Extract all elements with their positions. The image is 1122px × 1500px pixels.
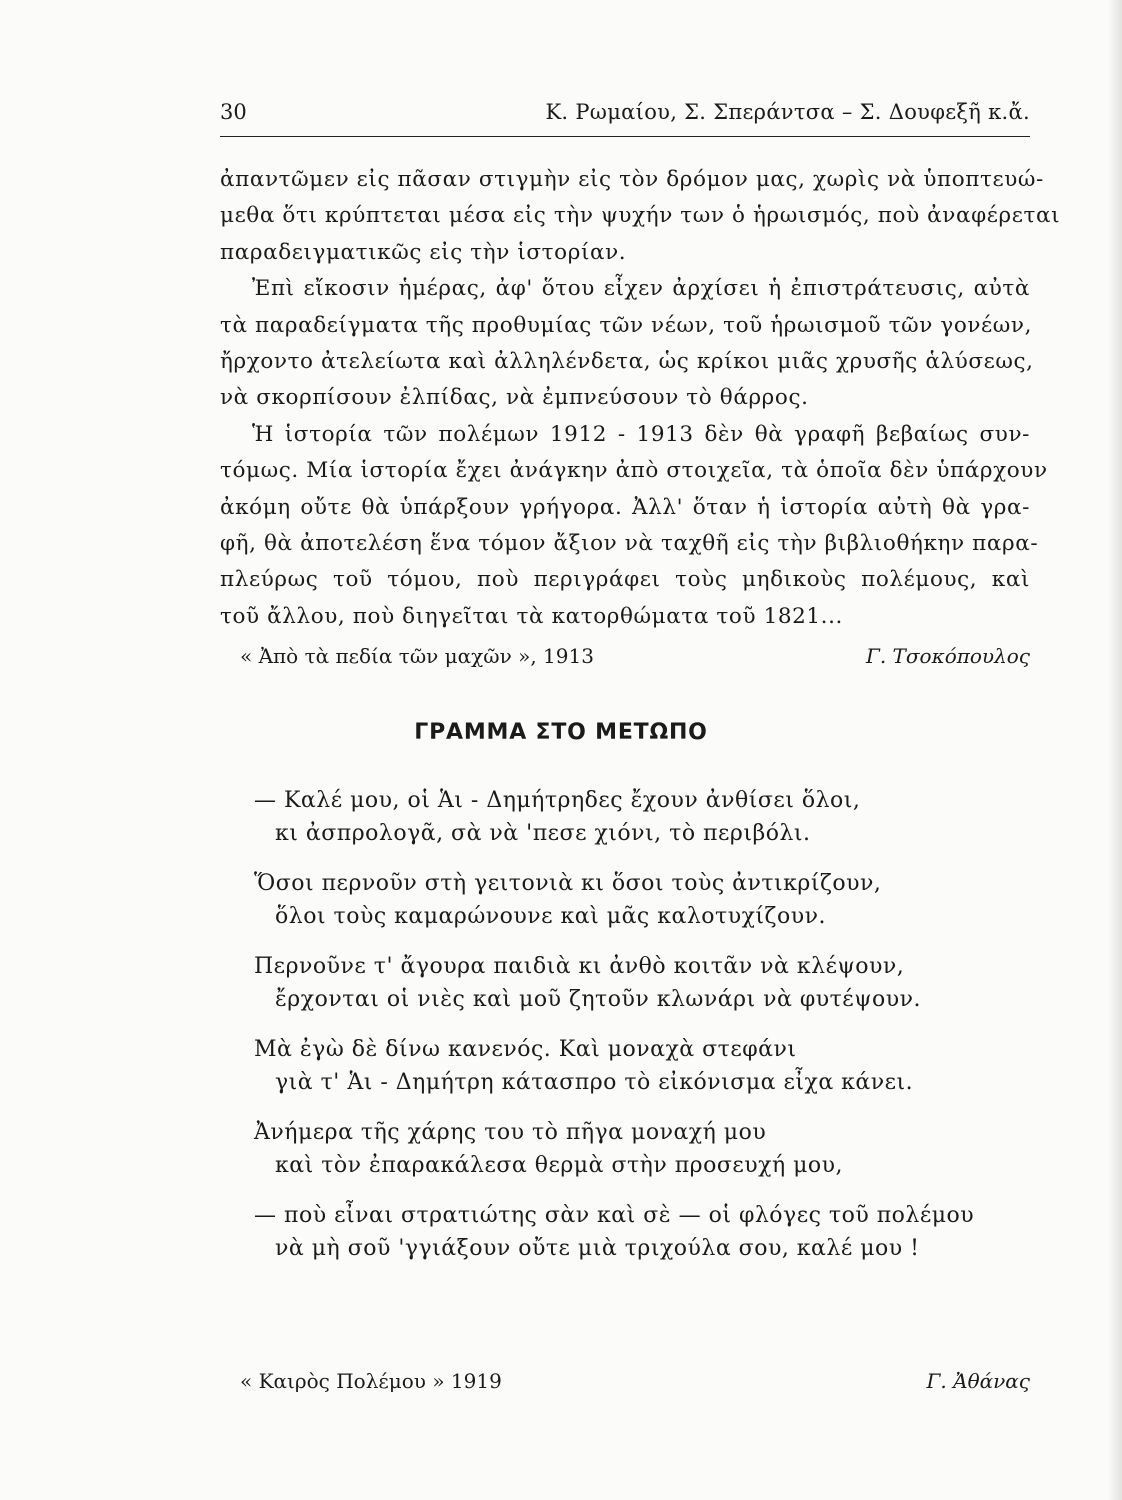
prose-line: τοῦ ἄλλου, ποὺ διηγεῖται τὰ κατορθώματα τοῦ 1821...	[220, 603, 843, 629]
poem-body	[250, 785, 1040, 1283]
poem-stanza	[250, 868, 1040, 933]
poem-verse: κι ἀσπρολογᾶ, σὰ νὰ 'πεσε χιόνι, τὸ περιβόλι.	[275, 820, 811, 846]
poem-verse: γιὰ τ' Ἁι - Δημήτρη κάτασπρο τὸ εἰκόνισμα εἶχα κάνει.	[275, 1069, 914, 1095]
poem-stanza	[250, 785, 1040, 850]
poem-stanza	[250, 951, 1040, 1016]
poem-title: ΓΡΑΜΜΑ ΣΤΟ ΜΕΤΩΠΟ	[414, 720, 708, 745]
prose-line: πλεύρως τοῦ τόμου, ποὺ περιγράφει τοὺς μηδικοὺς πολέμους, καὶ	[220, 567, 1030, 593]
source-author: Γ. Ἀθάνας	[926, 1369, 1030, 1393]
poem-verse: ἔρχονται οἱ νιὲς καὶ μοῦ ζητοῦν κλωνάρι νὰ φυτέψουν.	[275, 986, 921, 1012]
page-edge-shadow	[1108, 0, 1122, 1500]
poem-verse: νὰ μὴ σοῦ 'γγιάξουν οὔτε μιὰ τριχούλα σου, καλέ μου !	[275, 1235, 920, 1261]
source-title: « Ἀπὸ τὰ πεδία τῶν μαχῶν », 1913	[240, 644, 594, 668]
poem-verse: Ἀνήμερα τῆς χάρης του τὸ πῆγα μοναχή μου	[254, 1120, 767, 1145]
poem-verse: — Καλέ μου, οἱ Ἁι - Δημήτρηδες ἔχουν ἀνθίσει ὅλοι,	[254, 788, 861, 813]
prose-line: Ἐπὶ εἴκοσιν ἡμέρας, ἀφ' ὅτου εἶχεν ἀρχίσει ἡ ἐπιστράτευσις, αὐτὰ	[252, 276, 1030, 302]
prose-line: φῆ, θὰ ἀποτελέση ἕνα τόμον ἄξιον νὰ ταχθῆ εἰς τὴν βιβλιοθήκην παρα-	[220, 530, 1039, 556]
prose-line: ἤρχοντο ἀτελείωτα καὶ ἀλληλένδετα, ὡς κρίκοι μιᾶς χρυσῆς ἁλύσεως,	[220, 348, 1034, 374]
prose-line: ἀπαντῶμεν εἰς πᾶσαν στιγμὴν εἰς τὸν δρόμον μας, χωρὶς νὰ ὑποπτευώ-	[220, 167, 1044, 192]
poem-verse: Μὰ ἐγὼ δὲ δίνω κανενός. Καὶ μοναχὰ στεφάνι	[254, 1037, 797, 1062]
prose-line: Ἡ ἱστορία τῶν πολέμων 1912 - 1913 δὲν θὰ γραφῆ βεβαίως συν-	[252, 421, 1030, 447]
poem-verse: — ποὺ εἶναι στρατιώτης σὰν καὶ σὲ — οἱ φλόγες τοῦ πολέμου	[254, 1203, 975, 1228]
source-author: Γ. Τσοκόπουλος	[865, 644, 1030, 668]
prose-line: μεθα ὅτι κρύπτεται μέσα εἰς τὴν ψυχήν των ὁ ἡρωισμός, ποὺ ἀναφέρεται	[220, 203, 1061, 229]
poem-stanza	[250, 1117, 1040, 1182]
poem-source-citation	[240, 1366, 1030, 1396]
prose-line: παραδειγματικῶς εἰς τὴν ἱστορίαν.	[220, 239, 627, 265]
poem-verse: ὅλοι τοὺς καμαρώνουνε καὶ μᾶς καλοτυχίζουν.	[275, 903, 826, 929]
page-header	[220, 100, 1030, 137]
page-number: 30	[220, 100, 247, 124]
prose-line: τὰ παραδείγματα τῆς προθυμίας τῶν νέων, τοῦ ἡρωισμοῦ τῶν γονέων,	[220, 312, 1033, 338]
poem-verse: Περνοῦνε τ' ἄγουρα παιδιὰ κι ἀνθὸ κοιτᾶν νὰ κλέψουν,	[254, 954, 905, 979]
prose-line: νὰ σκορπίσουν ἐλπίδας, νὰ ἐμπνεύσουν τὸ θάρρος.	[220, 385, 809, 411]
poem-verse: καὶ τὸν ἐπαρακάλεσα θερμὰ στὴν προσευχή μου,	[275, 1152, 844, 1178]
prose-line: ἀκόμη οὔτε θὰ ὑπάρξουν γρήγορα. Ἀλλ' ὅταν ἡ ἱστορία αὐτὴ θὰ γρα-	[220, 494, 1030, 520]
poem-verse: Ὅσοι περνοῦν στὴ γειτονιὰ κι ὅσοι τοὺς ἀντικρίζουν,	[254, 871, 882, 896]
running-head: Κ. Ρωμαίου, Σ. Σπεράντσα – Σ. Δουφεξῆ κ.ἄ.	[545, 100, 1030, 124]
source-title: « Καιρὸς Πολέμου » 1919	[240, 1369, 502, 1393]
prose-body	[220, 162, 1061, 635]
poem-stanza	[250, 1200, 1040, 1265]
prose-source-citation	[240, 641, 1030, 671]
poem-stanza	[250, 1034, 1040, 1099]
prose-line: τόμως. Μία ἱστορία ἔχει ἀνάγκην ἀπὸ στοιχεῖα, τὰ ὁποῖα δὲν ὑπάρχουν	[220, 458, 1048, 484]
